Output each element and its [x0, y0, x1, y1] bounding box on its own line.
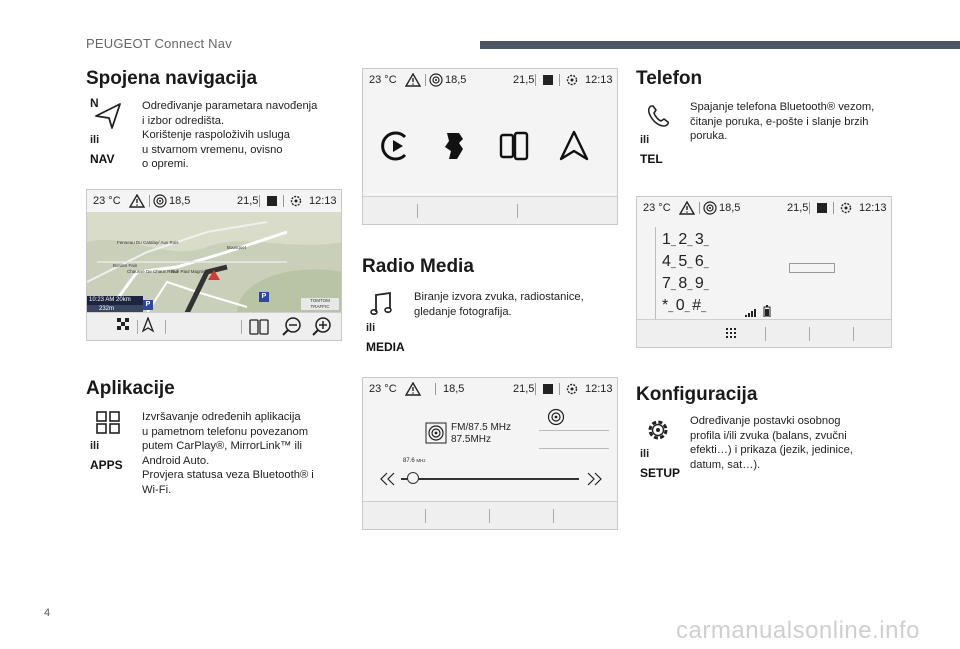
radio-signal-icon — [429, 73, 443, 87]
keypad-key[interactable]: 3 — [694, 231, 704, 248]
nav-screen — [86, 189, 342, 341]
status-time: 12:13 — [585, 74, 613, 86]
status-bar — [637, 197, 891, 219]
phone-icon — [815, 201, 829, 215]
phone-icon — [265, 194, 279, 208]
radio-frequency: 87.5MHz — [451, 434, 492, 445]
navigation-arrow-icon — [90, 98, 130, 130]
tuner-slider-handle[interactable] — [407, 472, 419, 484]
keypad-row: *_ 0_ #_ — [662, 297, 707, 314]
warning-icon — [405, 73, 421, 87]
tel-icon-block — [636, 102, 680, 166]
media-desc-line: Biranje izvora zvuka, radiostanice, — [414, 291, 584, 303]
warning-icon — [129, 194, 145, 208]
settings-icon — [289, 194, 305, 208]
nav-desc-line: o opremi. — [142, 158, 189, 171]
navigation-icon[interactable] — [557, 129, 591, 163]
keypad-key[interactable]: 0 — [675, 297, 685, 314]
apps-desc-line: u pametnom telefonu povezanom — [142, 425, 309, 438]
traffic-brand-logo: TOMTOM TRAFFIC — [301, 298, 339, 310]
dialpad-icon[interactable] — [725, 327, 737, 341]
carplay-icon[interactable] — [379, 129, 413, 163]
peugeot-lion-icon[interactable] — [437, 129, 471, 163]
keypad-key[interactable]: 9 — [694, 275, 704, 292]
phone-icon — [541, 73, 555, 87]
section-title-apps: Aplikacije — [86, 378, 175, 399]
keypad-key[interactable]: * — [662, 297, 669, 314]
map-road-label: Bousquet — [227, 245, 247, 250]
keypad-key[interactable]: 8 — [678, 275, 688, 292]
keypad-key[interactable]: 5 — [678, 253, 688, 270]
home-screen — [362, 68, 618, 225]
status-temperature: 23 °C — [93, 195, 121, 207]
zoom-out-icon[interactable] — [281, 317, 303, 337]
apps-desc-line: Provjera statusa veza Bluetooth® i — [142, 469, 314, 482]
apps-desc-line: Wi-Fi. — [142, 483, 172, 496]
page-number: 4 — [44, 607, 51, 619]
tel-desc-line: Spajanje telefona Bluetooth® vezom, — [690, 101, 875, 113]
warning-icon — [679, 201, 695, 215]
section-title-tel: Telefon — [636, 68, 703, 89]
map-road-label: Rue Paul Magnin — [171, 269, 206, 274]
tel-description — [690, 100, 900, 144]
setup-desc-line: datum, sat…). — [690, 458, 761, 471]
warning-icon — [405, 382, 421, 396]
status-frequency: 18,5 — [445, 74, 467, 86]
status-temperature-2: 21,5 — [787, 202, 809, 214]
apps-grid-icon — [94, 410, 122, 436]
keypad-key[interactable]: 7 — [662, 275, 671, 292]
battery-icon — [763, 305, 771, 317]
music-note-icon — [368, 290, 396, 318]
media-description — [414, 290, 614, 319]
apps-code: APPS — [90, 458, 123, 472]
watermark: carmanualsonline.info — [676, 617, 920, 644]
keypad-key[interactable]: 1 — [662, 231, 671, 248]
status-bar — [87, 190, 341, 212]
radio-toolbar — [363, 501, 617, 529]
status-frequency: 18,5 — [169, 195, 191, 207]
tuner-value — [403, 458, 426, 464]
phone-icon — [541, 382, 555, 396]
settings-icon — [565, 382, 581, 396]
keypad-row: 7_ 8_ 9_ — [662, 275, 709, 292]
signal-strength-icon — [745, 307, 759, 317]
phone-number-field[interactable] — [789, 263, 835, 273]
nav-desc-line: Korištenje raspoloživih usluga — [142, 129, 291, 142]
status-temperature-2: 21,5 — [513, 383, 535, 395]
tel-desc-line: poruka. — [690, 130, 728, 143]
document-header-title: PEUGEOT Connect Nav — [86, 36, 232, 51]
seek-back-icon[interactable] — [379, 472, 397, 486]
divider — [539, 430, 609, 431]
seek-forward-icon[interactable] — [585, 472, 603, 486]
apps-desc-line: Android Auto. — [142, 454, 210, 467]
radio-signal-icon — [153, 194, 167, 208]
radio-source-icon[interactable] — [547, 408, 565, 426]
keypad-key[interactable]: # — [692, 297, 702, 314]
parking-icon: P — [259, 292, 269, 302]
map-road-label: Fenneau Du Catalay/ Aux Rois — [117, 240, 179, 245]
status-time: 12:13 — [309, 195, 337, 207]
section-title-media: Radio Media — [362, 256, 474, 277]
apps-icon-block — [86, 410, 130, 472]
radio-signal-icon — [703, 201, 717, 215]
status-temperature: 23 °C — [369, 383, 397, 395]
status-temperature-2: 21,5 — [237, 195, 259, 207]
phone-screen — [636, 196, 892, 348]
mirror-screen-icon[interactable] — [497, 129, 531, 163]
status-bar — [363, 69, 617, 91]
checkered-flag-icon[interactable] — [117, 318, 131, 330]
phone-toolbar — [637, 319, 891, 347]
gear-icon — [644, 416, 672, 444]
nav-north-label: N — [90, 96, 99, 110]
apps-desc-line: Izvršavanje određenih aplikacija — [142, 411, 301, 423]
status-time: 12:13 — [859, 202, 887, 214]
media-icon-block — [362, 290, 406, 354]
header-bar — [480, 41, 960, 49]
radio-screen — [362, 377, 618, 530]
home-toolbar — [363, 196, 617, 224]
telephone-handset-icon — [644, 102, 672, 130]
apps-description — [142, 410, 342, 498]
status-temperature: 23 °C — [369, 74, 397, 86]
media-ili: ili — [366, 322, 376, 334]
parking-icon: P — [143, 300, 153, 310]
nav-description — [142, 99, 342, 172]
status-frequency: 18,5 — [719, 202, 741, 214]
apps-ili: ili — [90, 440, 100, 452]
map-distance: 232m — [87, 305, 143, 313]
keypad-row: 4_ 5_ 6_ — [662, 253, 709, 270]
divider — [539, 448, 609, 449]
route-options-icon[interactable] — [249, 318, 269, 336]
media-desc-line: gledanje fotografija. — [414, 305, 512, 318]
map-view[interactable] — [87, 212, 341, 313]
keypad-key[interactable]: 2 — [678, 231, 688, 248]
setup-ili: ili — [640, 448, 650, 460]
tuner-frequency: 87.6 — [403, 458, 415, 464]
apps-desc-line: putem CarPlay®, MirrorLink™ ili — [142, 440, 302, 453]
keypad-key[interactable]: 4 — [662, 253, 671, 270]
setup-desc-line: profila i/ili zvuka (balans, zvučni — [690, 429, 847, 442]
setup-desc-line: Određivanje postavki osobnog — [690, 415, 841, 427]
tuner-unit: MHz — [416, 458, 426, 463]
nav-desc-line: Određivanje parametara navođenja — [142, 100, 318, 112]
media-code: MEDIA — [366, 340, 405, 354]
setup-description — [690, 414, 890, 472]
status-bar — [363, 378, 617, 400]
nav-desc-line: i izbor odredišta. — [142, 114, 225, 127]
settings-icon — [565, 73, 581, 87]
setup-icon-block — [636, 416, 680, 480]
tel-code: TEL — [640, 152, 663, 166]
settings-icon — [839, 201, 855, 215]
setup-desc-line: efekti…) i prikaza (jezik, jedinice, — [690, 444, 853, 457]
status-temperature: 23 °C — [643, 202, 671, 214]
radio-station-name: FM/87.5 MHz — [451, 422, 512, 433]
map-road-label: Chaussé De Chaux Road — [127, 269, 179, 274]
map-time-bar: 10:23 AM 20km — [87, 296, 143, 305]
nav-icon-block — [86, 98, 130, 166]
dial-keypad — [655, 227, 745, 321]
status-frequency: 18,5 — [443, 383, 465, 395]
setup-code: SETUP — [640, 466, 681, 480]
tel-desc-line: čitanje poruka, e-pošte i slanje brzih — [690, 115, 869, 128]
status-temperature-2: 21,5 — [513, 74, 535, 86]
section-title-setup: Konfiguracija — [636, 384, 758, 405]
zoom-in-icon[interactable] — [311, 317, 333, 337]
keypad-row: 1_ 2_ 3_ — [662, 231, 709, 248]
keypad-key[interactable]: 6 — [694, 253, 704, 270]
nav-desc-line: u stvarnom vremenu, ovisno — [142, 143, 283, 156]
tel-ili: ili — [640, 134, 650, 146]
nav-toolbar — [87, 312, 341, 340]
compass-icon[interactable] — [141, 317, 155, 337]
status-time: 12:13 — [585, 383, 613, 395]
tuner-slider-track[interactable] — [401, 478, 579, 480]
radio-station-icon — [425, 422, 447, 444]
nav-ili: ili — [90, 134, 100, 146]
section-title-nav: Spojena navigacija — [86, 68, 258, 89]
nav-code: NAV — [90, 152, 115, 166]
map-road-label: Bordes Fain — [113, 263, 138, 268]
